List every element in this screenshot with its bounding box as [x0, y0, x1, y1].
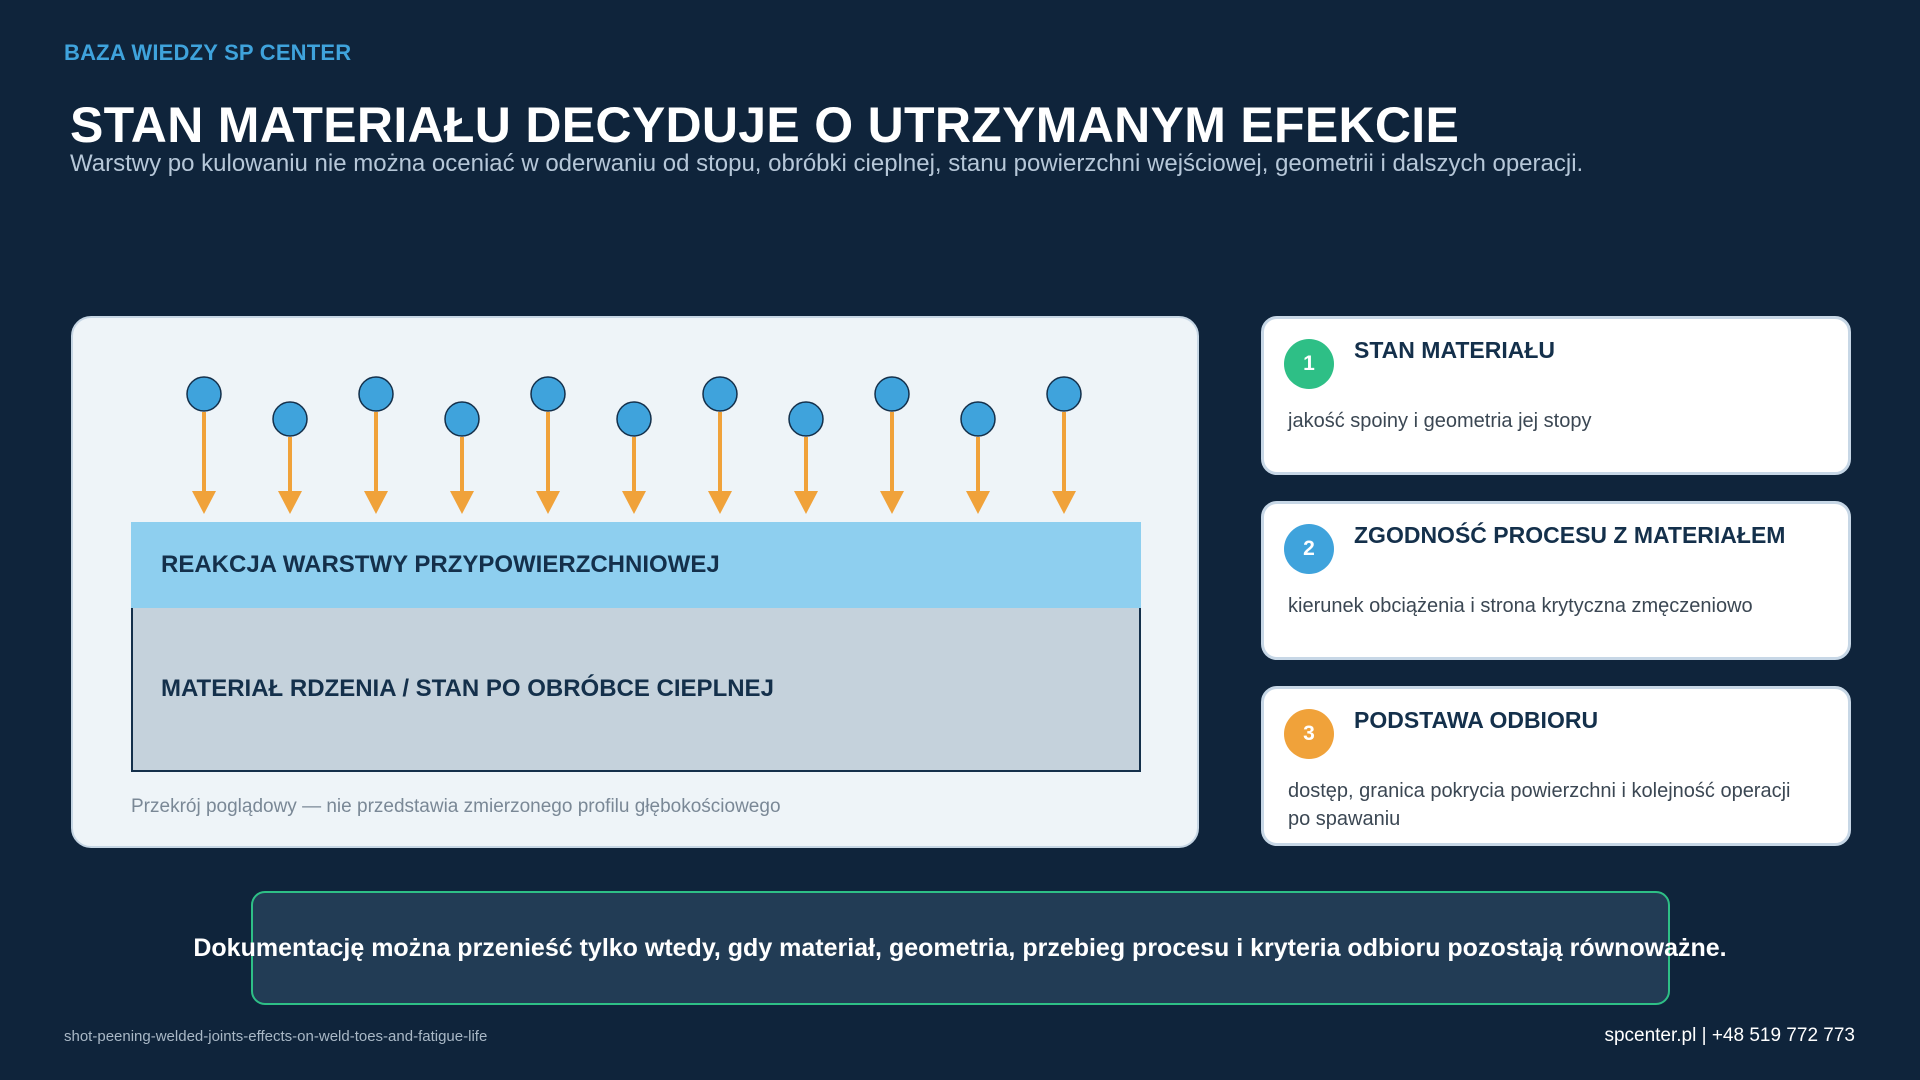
shot-sphere-icon [187, 377, 221, 411]
step-number-badge: 3 [1284, 709, 1334, 759]
diagram-caption: Przekrój poglądowy — nie przedstawia zmierzonego profilu głębokościowego [131, 796, 781, 817]
shot-sphere-icon [445, 402, 479, 436]
footer-contact: spcenter.pl | +48 519 772 773 [1604, 1025, 1855, 1046]
arrow-down-icon [192, 491, 216, 514]
card-description: jakość spoiny i geometria jej stopy [1288, 410, 1592, 432]
arrow-down-icon [278, 491, 302, 514]
surface-layer-label: REAKCJA WARSTWY PRZYPOWIERZCHNIOWEJ [161, 551, 720, 578]
arrow-down-icon [708, 491, 732, 514]
card-title: PODSTAWA ODBIORU [1354, 707, 1599, 733]
core-layer [131, 608, 1141, 772]
shot-sphere-icon [703, 377, 737, 411]
shot-sphere-icon [531, 377, 565, 411]
step-number-badge: 2 [1284, 524, 1334, 574]
shot-sphere-icon [961, 402, 995, 436]
factor-card-acceptance [1261, 686, 1851, 846]
arrow-down-icon [880, 491, 904, 514]
page-subtitle: Warstwy po kulowaniu nie można oceniać w oderwaniu od stopu, obróbki cieplnej, stanu powierzchni wejściowej, geometrii i dalszych operacji. [70, 150, 1584, 177]
factor-card-material [1261, 316, 1851, 475]
shot-sphere-icon [1047, 377, 1081, 411]
factor-card-process [1261, 501, 1851, 660]
step-number-badge: 1 [1284, 339, 1334, 389]
card-description: dostęp, granica pokrycia powierzchni i kolejność operacji po spawaniu [1288, 780, 1791, 830]
arrow-down-icon [364, 491, 388, 514]
shot-impact-graphic [73, 318, 1201, 528]
card-title: ZGODNOŚĆ PROCESU Z MATERIAŁEM [1354, 522, 1786, 548]
cross-section-diagram [71, 316, 1199, 848]
shot-sphere-icon [273, 402, 307, 436]
footer-slug: shot-peening-welded-joints-effects-on-weld-toes-and-fatigue-life [64, 1028, 488, 1045]
arrow-down-icon [966, 491, 990, 514]
kicker-label: BAZA WIEDZY SP CENTER [64, 40, 352, 65]
core-layer-label: MATERIAŁ RDZENIA / STAN PO OBRÓBCE CIEPLNEJ [161, 675, 774, 702]
surface-layer [131, 522, 1141, 608]
shot-sphere-icon [359, 377, 393, 411]
arrow-down-icon [622, 491, 646, 514]
arrow-down-icon [794, 491, 818, 514]
shot-sphere-icon [875, 377, 909, 411]
summary-text: Dokumentację można przenieść tylko wtedy, gdy materiał, geometria, przebieg procesu i kryteria odbioru pozostają równoważne. [193, 934, 1727, 962]
page-title: STAN MATERIAŁU DECYDUJE O UTRZYMANYM EFEKCIE [70, 97, 1460, 153]
card-description: kierunek obciążenia i strona krytyczna zmęczeniowo [1288, 595, 1753, 617]
arrow-down-icon [536, 491, 560, 514]
shot-sphere-icon [617, 402, 651, 436]
arrow-down-icon [450, 491, 474, 514]
arrow-down-icon [1052, 491, 1076, 514]
shot-sphere-icon [789, 402, 823, 436]
card-title: STAN MATERIAŁU [1354, 337, 1556, 363]
